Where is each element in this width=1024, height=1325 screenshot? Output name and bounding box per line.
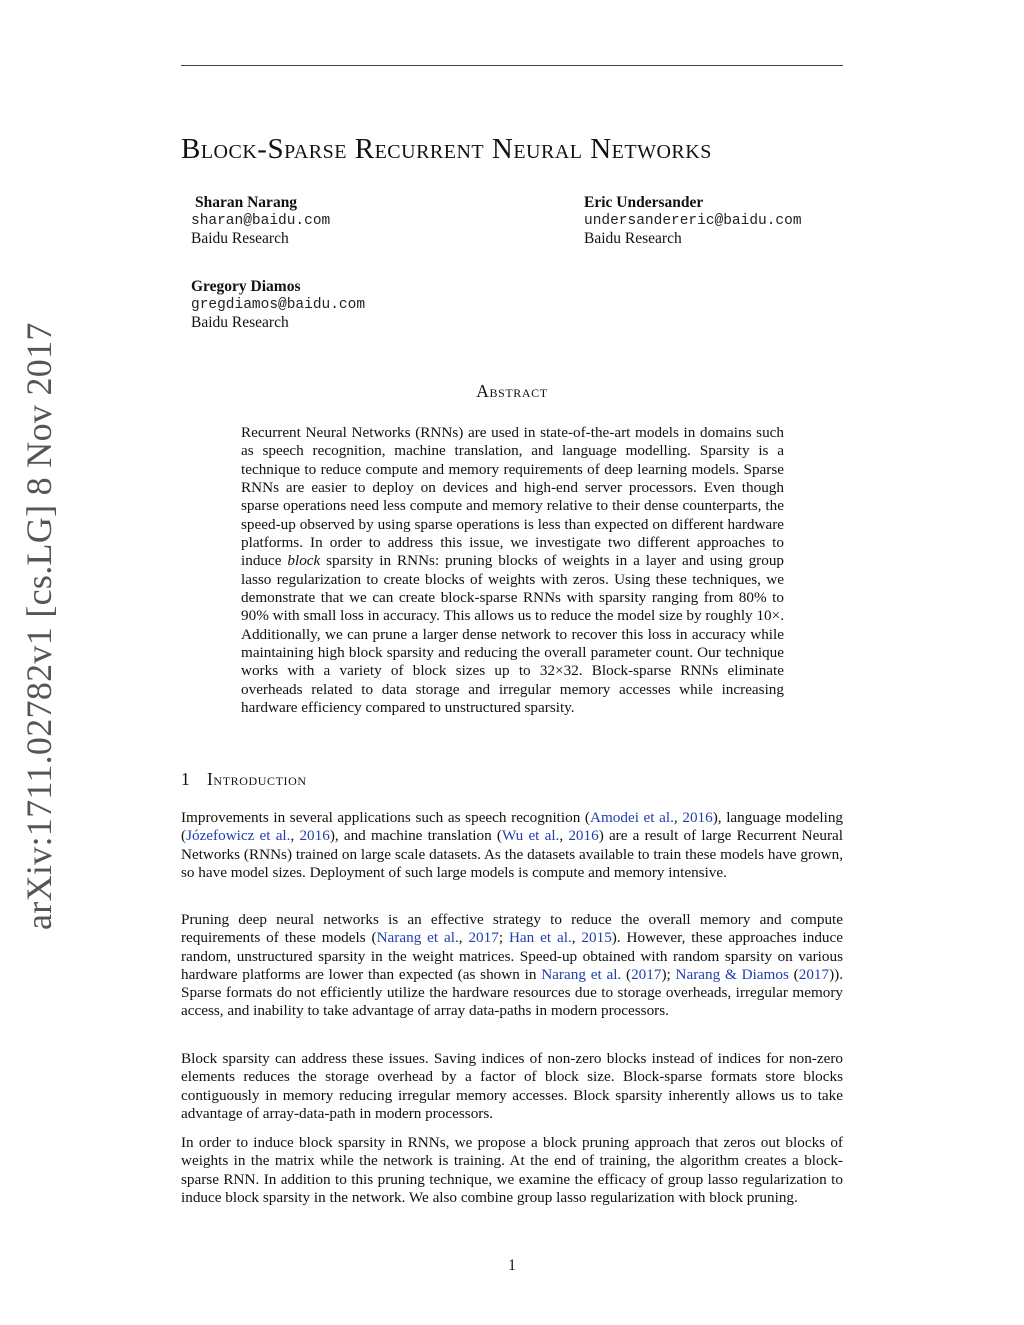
citation-link[interactable]: 2017 [468, 929, 499, 947]
citation-link[interactable]: Narang et al. [376, 929, 459, 947]
citation-link[interactable]: Józefowicz et al. [186, 827, 291, 845]
author-name: Sharan Narang [195, 194, 298, 211]
author-block [191, 194, 330, 248]
author-email[interactable]: gregdiamos@baidu.com [191, 297, 366, 313]
abstract-heading: Abstract [476, 381, 548, 401]
author-email[interactable]: sharan@baidu.com [191, 213, 331, 229]
section-number: 1 [181, 769, 191, 789]
abstract-text: sparsity in RNNs: pruning blocks of weights in a layer and using group lasso regularization to create blocks of weights with zeros. Using these techniques, we demonstrate that we can create block-sparse RNNs with sparsity ranging from 80% to 90% with small loss in accuracy. This allows us to reduce the model size by roughly 10×. Additionally, we can prune a larger dense network to recover this loss in accuracy while maintaining high block sparsity and reducing the overall parameter count. Our technique works with a variety of block sizes up to 32×32. Block-sparse RNNs eliminate overheads related to data storage and irregular memory accesses while increasing hardware efficiency compared to unstructured sparsity. [241, 552, 785, 717]
abstract-text: Recurrent Neural Networks (RNNs) are used in state-of-the-art models in domains such as speech recognition, machine translation, and language modelling. Sparsity is a technique to reduce compute and memory requirements of deep learning models. Sparse RNNs are easier to deploy on devices and high-end server processors. Even though sparse operations need less compute and memory relative to their dense counterparts, the speed-up observed by using sparse operations is less than expected on different hardware platforms. In order to address this issue, we investigate two different approaches to induce [241, 424, 784, 570]
citation-link[interactable]: Narang & Diamos [675, 965, 789, 983]
section-heading [181, 769, 307, 790]
intro-paragraph: Pruning deep neural networks is an effective strategy to reduce the overall memory and compute requirements of these models (Narang et al., 2017; Han et al., 2015). However, these approaches induce random, unstructured sparsity in the weight matrices. Speed-up obtained with random sparsity on various hardware platforms are lower than expected (as shown in Narang et al. (2017); Narang & Diamos (2017)). Sparse formats do not efficiently utilize the hardware resources due to storage overheads, irregular memory access, and inability to take advantage of array data-paths in modern processors. [181, 911, 844, 1020]
citation-link[interactable]: 2016 [682, 809, 713, 826]
author-affiliation: Baidu Research [191, 314, 289, 331]
citation-link[interactable]: 2017 [631, 965, 662, 983]
section-title: Introduction [207, 769, 307, 789]
author-block [191, 278, 365, 332]
intro-paragraph: Block sparsity can address these issues. Saving indices of non-zero blocks instead of indices for non-zero elements reduces the storage overhead by a factor of block size. Block-sparse formats store blocks contiguously in memory reducing irregular memory accesses. Block sparsity inherently allows us to take advantage of array-data-path in modern processors. [181, 1050, 843, 1122]
author-block [584, 194, 802, 248]
citation-link[interactable]: Narang et al. [541, 965, 622, 983]
author-name: Eric Undersander [584, 194, 704, 211]
author-affiliation: Baidu Research [584, 230, 682, 247]
citation-link[interactable]: 2016 [568, 827, 599, 845]
author-affiliation: Baidu Research [191, 230, 289, 247]
intro-paragraph: Improvements in several applications such as speech recognition (Amodei et al., 2016), language modeling (Józefowicz et al., 2016), and machine translation (Wu et al., 2016) are a result of large Recurrent Neural Networks (RNNs) trained on large scale datasets. As the datasets available to train these models have grown, so have model sizes. Deployment of such large models is compute and memory intensive. [181, 809, 844, 881]
top-rule [181, 65, 843, 66]
author-name: Gregory Diamos [191, 278, 301, 295]
citation-link[interactable]: 2016 [299, 827, 330, 845]
citation-link[interactable]: Han et al. [508, 929, 572, 947]
citation-link[interactable]: 2015 [581, 929, 612, 947]
citation-link[interactable]: 2017 [798, 965, 830, 983]
author-email[interactable]: undersandereric@baidu.com [584, 213, 802, 229]
citation-link[interactable]: Amodei et al. [590, 809, 674, 826]
abstract-emphasis: block [287, 552, 321, 570]
abstract-body [241, 424, 784, 718]
intro-paragraph: In order to induce block sparsity in RNNs, we propose a block pruning approach that zeros out blocks of weights in the matrix while the network is training. At the end of training, the algorithm creates a block-sparse RNN. In addition to this pruning technique, we examine the efficacy of group lasso regularization to induce block sparsity in the network. We also combine group lasso regularization with block pruning. [181, 1134, 843, 1206]
paper-title: Block-Sparse Recurrent Neural Networks [181, 133, 712, 165]
citation-link[interactable]: Wu et al. [501, 827, 560, 845]
arxiv-stamp[interactable]: arXiv:1711.02782v1 [cs.LG] 8 Nov 2017 [19, 322, 59, 930]
page-number: 1 [508, 1257, 516, 1274]
